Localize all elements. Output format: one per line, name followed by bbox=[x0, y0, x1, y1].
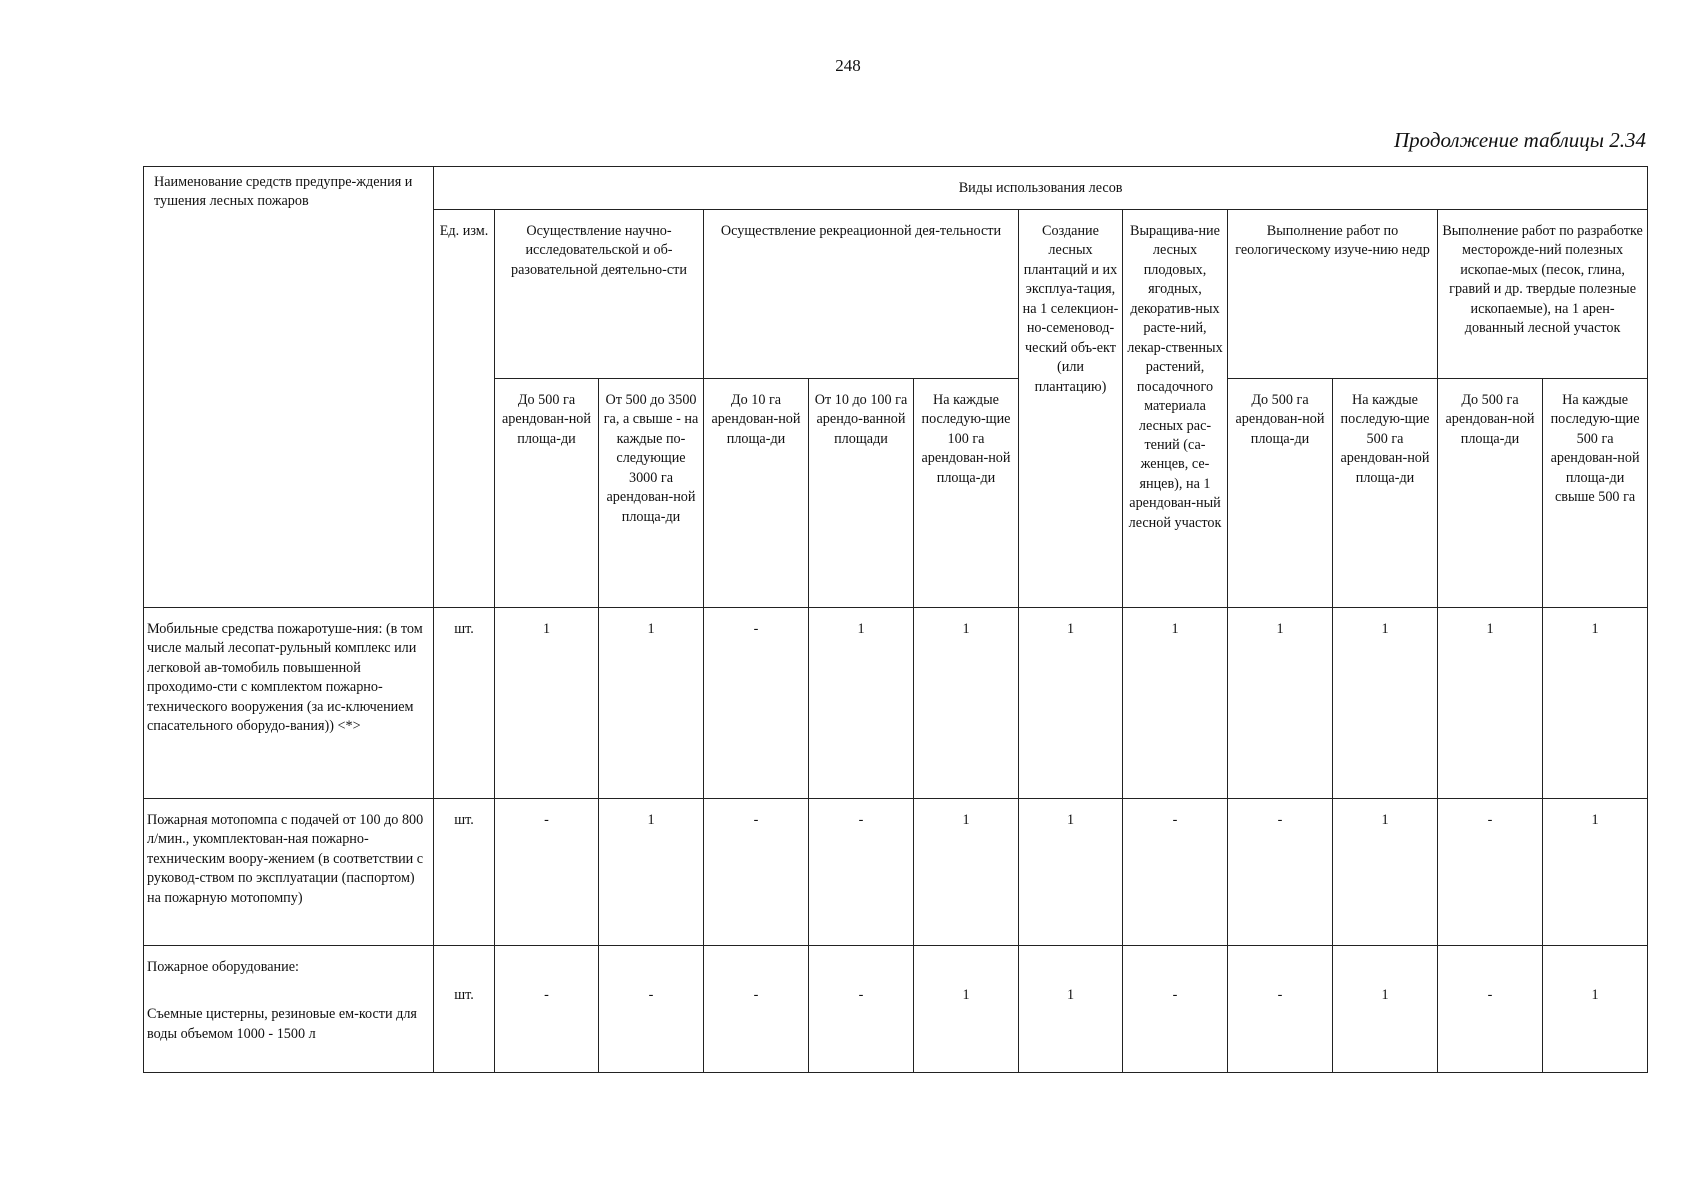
row-unit: шт. bbox=[434, 608, 495, 799]
header-group-cultivation: Выращива-ние лесных плодовых, ягодных, декоратив-ных расте-ний, лекар-ственных растений, посадочного материала лесных рас-тений (са-женцев, се-янцев), на 1 арендован-ный лесной участок bbox=[1123, 210, 1228, 608]
table-cell bbox=[914, 946, 1019, 1073]
header-sub-mining-1: До 500 га арендован-ной площа-ди bbox=[1438, 379, 1543, 608]
header-sub-mining-2: На каждые последую-щие 500 га арендован-ной площа-ди свыше 500 га bbox=[1543, 379, 1648, 608]
table-cell: - bbox=[704, 799, 809, 946]
table-cell: 1 bbox=[495, 608, 599, 799]
header-group-plantations: Создание лесных плантаций и их эксплуа-тация, на 1 селекцион-но-семеновод-ческий объ-ект (или плантацию) bbox=[1019, 210, 1123, 608]
header-name-column: Наименование средств предупре-ждения и тушения лесных пожаров bbox=[144, 167, 434, 608]
cell-spacer bbox=[1336, 958, 1434, 986]
cell-spacer bbox=[1546, 958, 1644, 986]
table-cell: 1 bbox=[1438, 608, 1543, 799]
table-cell: 1 bbox=[1543, 608, 1648, 799]
table-cell: - bbox=[704, 608, 809, 799]
table-cell: 1 bbox=[599, 799, 704, 946]
table-cell: 1 bbox=[1543, 799, 1648, 946]
table-cell: - bbox=[1123, 799, 1228, 946]
cell-value: - bbox=[753, 987, 759, 1003]
cell-spacer bbox=[498, 958, 595, 986]
table-cell bbox=[1019, 946, 1123, 1073]
table-cell bbox=[1228, 946, 1333, 1073]
cell-value: 1 bbox=[1591, 987, 1599, 1003]
row-name: Пожарная мотопомпа с подачей от 100 до 800 л/мин., укомплектован-ная пожарно-техническим воору-жением (в соответствии с руковод-ством по эксплуатации (паспортом) на пожарную мотопомпу) bbox=[144, 799, 434, 946]
row-unit: шт. bbox=[434, 799, 495, 946]
row-unit-text: шт. bbox=[454, 987, 474, 1003]
cell-value: 1 bbox=[1381, 987, 1389, 1003]
table-cell: - bbox=[1228, 799, 1333, 946]
table-cell: 1 bbox=[1333, 608, 1438, 799]
table-cell: 1 bbox=[914, 799, 1019, 946]
cell-value: - bbox=[858, 987, 864, 1003]
header-sub-recreation-3: На каждые последую-щие 100 га арендован-ной площа-ди bbox=[914, 379, 1019, 608]
row-name: Мобильные средства пожаротуше-ния: (в том числе малый лесопат-рульный комплекс или легковой ав-томобиль повышенной проходимо-сти с комплектом пожарно-технического вооружения (за ис-ключением спасательного оборудо-вания)) <*> bbox=[144, 608, 434, 799]
row-item-label: Съемные цистерны, резиновые ем-кости для воды объемом 1000 - 1500 л bbox=[147, 1006, 417, 1042]
cell-value: - bbox=[1172, 987, 1178, 1003]
cell-value: - bbox=[1487, 987, 1493, 1003]
header-unit: Ед. изм. bbox=[434, 210, 495, 608]
cell-spacer bbox=[1231, 958, 1329, 986]
table-cell: 1 bbox=[1228, 608, 1333, 799]
row-section-label: Пожарное оборудование: bbox=[147, 959, 299, 975]
header-group-recreation: Осуществление рекреационной дея-тельности bbox=[704, 210, 1019, 379]
cell-value: 1 bbox=[962, 987, 970, 1003]
cell-spacer bbox=[1126, 958, 1224, 986]
table-cell: 1 bbox=[1019, 799, 1123, 946]
table-cell: 1 bbox=[914, 608, 1019, 799]
header-group-mining: Выполнение работ по разработке месторожде-ний полезных ископае-мых (песок, глина, гравий и др. твердые полезные ископаемые), на 1 арен-дованный лесной участок bbox=[1438, 210, 1648, 379]
cell-spacer bbox=[812, 958, 910, 986]
header-group-geology: Выполнение работ по геологическому изуче-нию недр bbox=[1228, 210, 1438, 379]
table-cell: 1 bbox=[809, 608, 914, 799]
table-cell bbox=[1543, 946, 1648, 1073]
cell-value: - bbox=[1277, 987, 1283, 1003]
header-sub-recreation-1: До 10 га арендован-ной площа-ди bbox=[704, 379, 809, 608]
header-group-research: Осуществление научно-исследовательской и об-разовательной деятельно-сти bbox=[495, 210, 704, 379]
cell-spacer bbox=[707, 958, 805, 986]
row-label-spacer bbox=[147, 977, 431, 1005]
cell-spacer bbox=[917, 958, 1015, 986]
row-label-spacer bbox=[437, 958, 491, 986]
table-cell: 1 bbox=[1123, 608, 1228, 799]
header-sub-recreation-2: От 10 до 100 га арендо-ванной площади bbox=[809, 379, 914, 608]
header-sub-geology-2: На каждые последую-щие 500 га арендован-ной площа-ди bbox=[1333, 379, 1438, 608]
table-cell bbox=[599, 946, 704, 1073]
row-unit bbox=[434, 946, 495, 1073]
table-cell bbox=[1333, 946, 1438, 1073]
fire-equipment-table bbox=[143, 166, 1648, 1073]
table-cell: 1 bbox=[599, 608, 704, 799]
table-row bbox=[144, 946, 1648, 1073]
table-cell: - bbox=[495, 799, 599, 946]
table-cell bbox=[1123, 946, 1228, 1073]
table-cell bbox=[809, 946, 914, 1073]
cell-value: - bbox=[648, 987, 654, 1003]
table-row bbox=[144, 608, 1648, 799]
cell-spacer bbox=[1022, 958, 1119, 986]
table-cell: - bbox=[809, 799, 914, 946]
header-forest-uses: Виды использования лесов bbox=[434, 167, 1648, 210]
cell-value: - bbox=[544, 987, 549, 1003]
table-caption: Продолжение таблицы 2.34 bbox=[1393, 128, 1646, 152]
row-name bbox=[144, 946, 434, 1073]
cell-spacer bbox=[1441, 958, 1539, 986]
table-cell bbox=[1438, 946, 1543, 1073]
table-cell: - bbox=[1438, 799, 1543, 946]
table-cell bbox=[495, 946, 599, 1073]
header-sub-geology-1: До 500 га арендован-ной площа-ди bbox=[1228, 379, 1333, 608]
header-sub-research-1: До 500 га арендован-ной площа-ди bbox=[495, 379, 599, 608]
page-number: 248 bbox=[835, 56, 861, 75]
cell-spacer bbox=[602, 958, 700, 986]
table-cell: 1 bbox=[1333, 799, 1438, 946]
table-cell: 1 bbox=[1019, 608, 1123, 799]
table-row bbox=[144, 799, 1648, 946]
table-cell bbox=[704, 946, 809, 1073]
header-sub-research-2: От 500 до 3500 га, а свыше - на каждые по-следующие 3000 га арендован-ной площа-ди bbox=[599, 379, 704, 608]
cell-value: 1 bbox=[1066, 987, 1075, 1003]
